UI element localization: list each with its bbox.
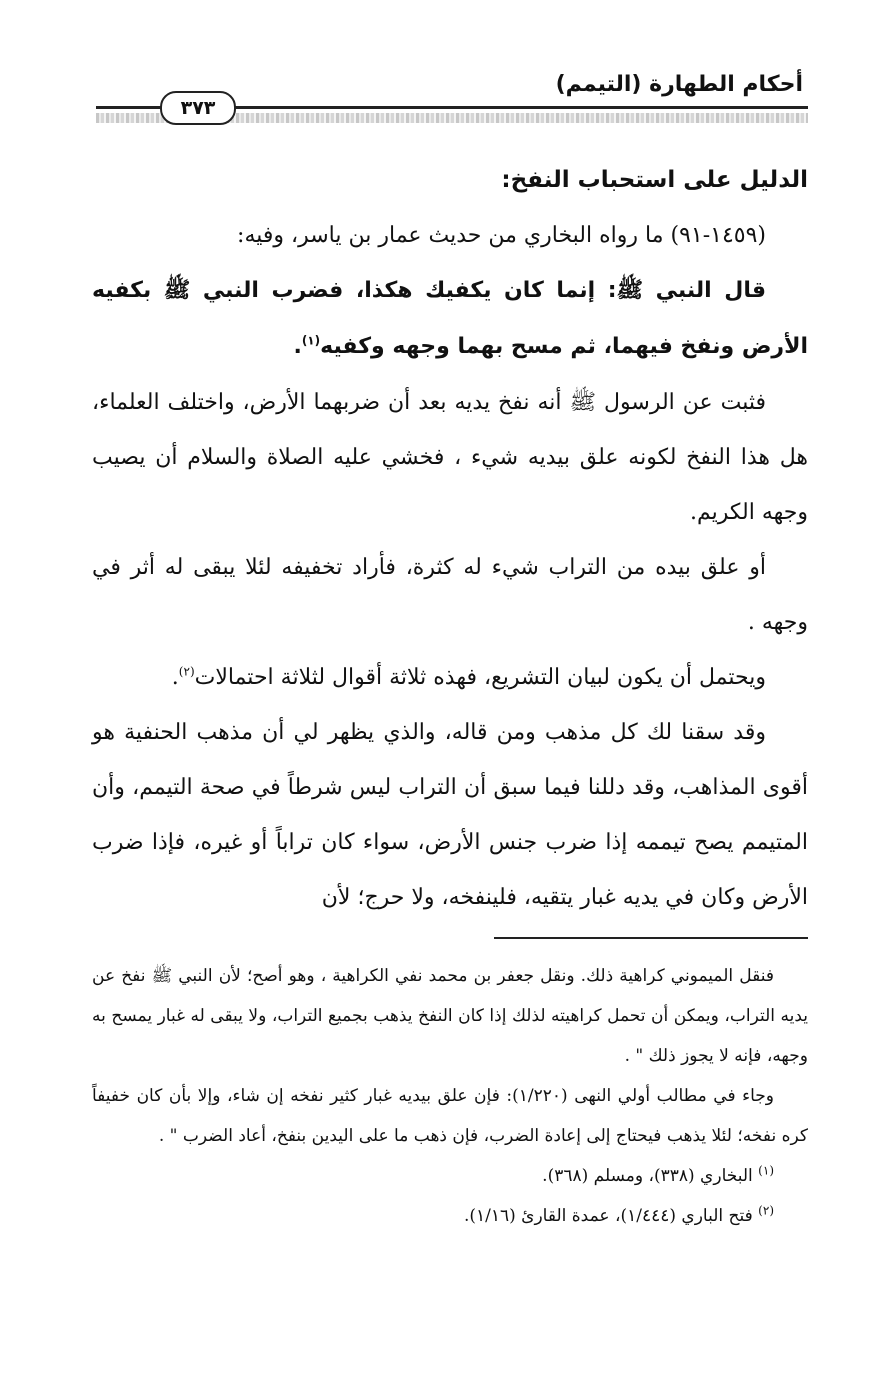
footnote-continuation-1: فنقل الميموني كراهية ذلك. ونقل جعفر بن محمد نفي الكراهية ، وهو أصح؛ لأن النبي ﷺ نفخ عن يديه التراب، ويمكن أن تحمل كراهيته لذلك إذا كان النفخ يذهب بجميع التراب، ولا يبقى له غبار يمسح به وجهه، فإنه لا يجوز ذلك " . [92, 966, 808, 1066]
hadith-text-body: قال النبي ﷺ: إنما كان يكفيك هكذا، فضرب النبي ﷺ بكفيه الأرض ونفخ فيهما، ثم مسح بهما وجهه وكفيه [92, 278, 808, 359]
footnote-continuation-2: وجاء في مطالب أولي النهى (١/٢٢٠): فإن علق بيديه غبار كثير نفخه إن شاء، وإلا بأن كان خفيفاً كره نفخه؛ لئلا يذهب فيحتاج إلى إعادة الضرب، فإن ذهب ما على اليدين بنفخ، أعاد الضرب " . [92, 1086, 808, 1146]
paragraph-1: فثبت عن الرسول ﷺ أنه نفخ يديه بعد أن ضربهما الأرض، واختلف العلماء، هل هذا النفخ لكونه علق بيديه شيء ، فخشي عليه الصلاة والسلام أن يصيب وجهه الكريم. [92, 390, 808, 525]
footnote-ref-2[interactable]: (٢) [178, 664, 195, 679]
footnote-1-marker: (١) [758, 1163, 774, 1178]
hadith-text [92, 263, 808, 375]
footnotes [92, 956, 808, 1236]
hadith-text-end: . [293, 334, 302, 359]
paragraph-3 [92, 650, 808, 705]
paragraph-3-end: . [171, 665, 179, 690]
footnote-2-text: فتح الباري (١/٤٤٤)، عمدة القارئ (١/١٦). [463, 1206, 753, 1226]
section-heading: الدليل على استحباب النفخ: [501, 167, 808, 193]
paragraph-2: أو علق بيده من التراب شيء له كثرة، فأراد تخفيفه لئلا يبقى له أثر في وجهه . [92, 555, 808, 635]
footnote-1-text: البخاري (٣٣٨)، ومسلم (٣٦٨). [542, 1166, 753, 1186]
footnote-1 [92, 1156, 808, 1196]
footnote-separator [494, 937, 808, 939]
footnote-2 [92, 1196, 808, 1236]
paragraph-4: وقد سقنا لك كل مذهب ومن قاله، والذي يظهر لي أن مذهب الحنفية هو أقوى المذاهب، وقد دللنا فيما سبق أن التراب ليس شرطاً في صحة التيمم، وأن المتيمم يصح تيممه إذا ضرب جنس الأرض، سواء كان تراباً أو غيره، فإذا ضرب الأرض وكان في يديه غبار يتقيه، فلينفخه، ولا حرج؛ لأن [92, 720, 808, 910]
paragraph-3-body: ويحتمل أن يكون لبيان التشريع، فهذه ثلاثة أقوال لثلاثة احتمالات [194, 665, 766, 690]
main-text [92, 152, 808, 925]
footnote-2-marker: (٢) [758, 1203, 774, 1218]
running-header-title: أحكام الطهارة (التيمم) [555, 72, 803, 97]
hadith-citation: (١٤٥٩-٩١) ما رواه البخاري من حديث عمار بن ياسر، وفيه: [237, 223, 766, 248]
footnote-ref-1[interactable]: (١) [301, 333, 321, 348]
page-number: ٣٧٣ [160, 91, 236, 125]
